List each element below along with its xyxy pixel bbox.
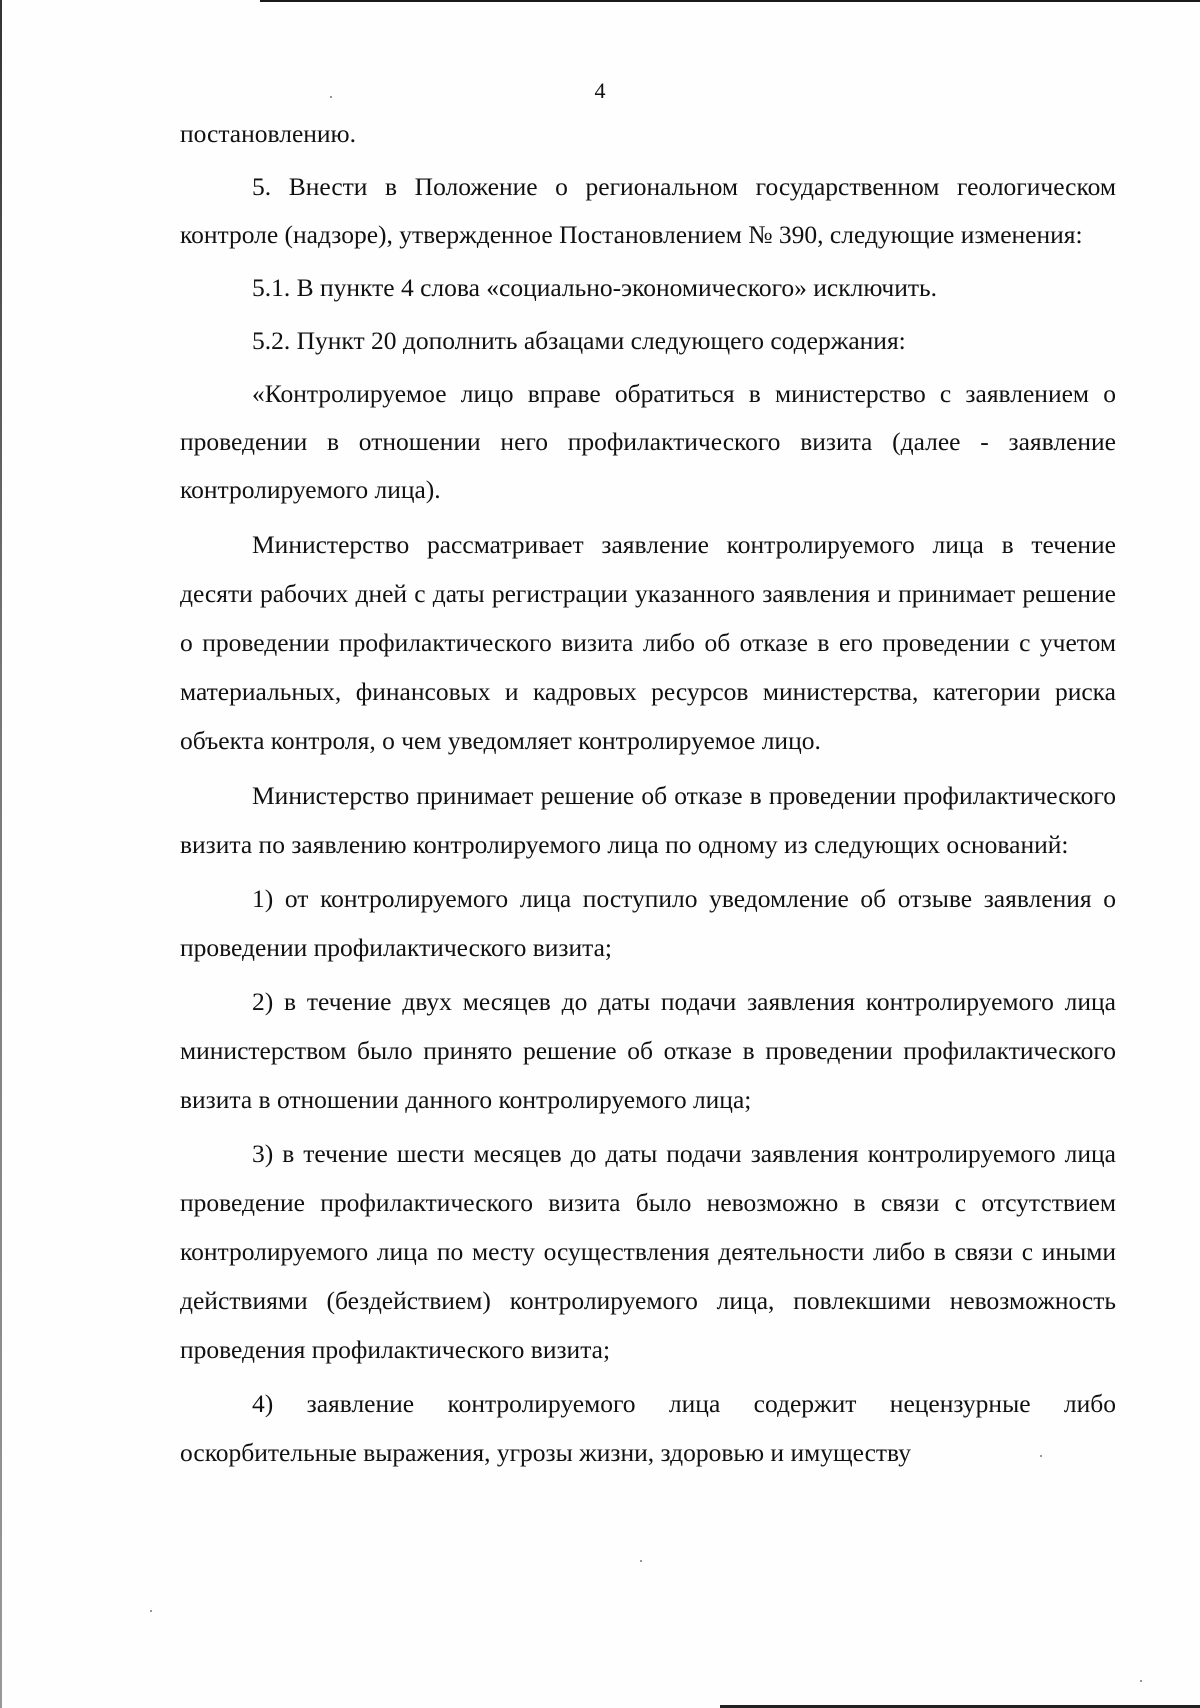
scan-speck [150, 1610, 152, 1612]
scan-edge-left [0, 0, 2, 1708]
list-item-4: 4) заявление контролируемого лица содержит нецензурные либо оскорбительные выражения, угрозы жизни, здоровью и имуществу [180, 1389, 1116, 1467]
paragraph-quote-start: «Контролируемое лицо вправе обратиться в министерство с заявлением о проведении в отношении него профилактического визита (далее - заявление контролируемого лица). [180, 379, 1116, 504]
paragraph-item-5: 5. Внести в Положение о региональном государственном геологическом контроле (надзоре), утвержденное Постановлением № 390, следующие изменения: [180, 172, 1116, 249]
paragraph-continuation: постановлению. [180, 119, 356, 148]
list-item-3: 3) в течение шести месяцев до даты подачи заявления контролируемого лица проведение профилактического визита было невозможно в связи с отсутствием контролируемого лица по месту осуществления деятельности либо в связи с иными действиями (бездействием) контролируемого лица, повлекшими невозможность проведения профилактического визита; [180, 1139, 1116, 1364]
list-item-2: 2) в течение двух месяцев до даты подачи заявления контролируемого лица министерством было принято решение об отказе в проведении профилактического визита в отношении данного контролируемого лица; [180, 987, 1116, 1114]
page-number: 4 [594, 78, 606, 103]
document-body [180, 110, 1116, 1482]
paragraph-ministry-review: Министерство рассматривает заявление контролируемого лица в течение десяти рабочих дней с даты регистрации указанного заявления и принимает решение о проведении профилактического визита либо об отказе в его проведении с учетом материальных, финансовых и кадровых ресурсов министерства, категории риска объекта контроля, о чем уведомляет контролируемое лицо. [180, 530, 1116, 755]
paragraph-item-5-2: 5.2. Пункт 20 дополнить абзацами следующего содержания: [252, 326, 906, 355]
paragraph-refusal-grounds: Министерство принимает решение об отказе в проведении профилактического визита по заявлению контролируемого лица по одному из следующих оснований: [180, 781, 1116, 859]
scan-speck [640, 1560, 642, 1562]
list-item-1: 1) от контролируемого лица поступило уведомление об отзыве заявления о проведении профилактического визита; [180, 884, 1116, 962]
scan-speck [1140, 1680, 1142, 1682]
scan-edge-top [260, 0, 1200, 2]
paragraph-item-5-1: 5.1. В пункте 4 слова «социально-экономического» исключить. [252, 273, 938, 302]
